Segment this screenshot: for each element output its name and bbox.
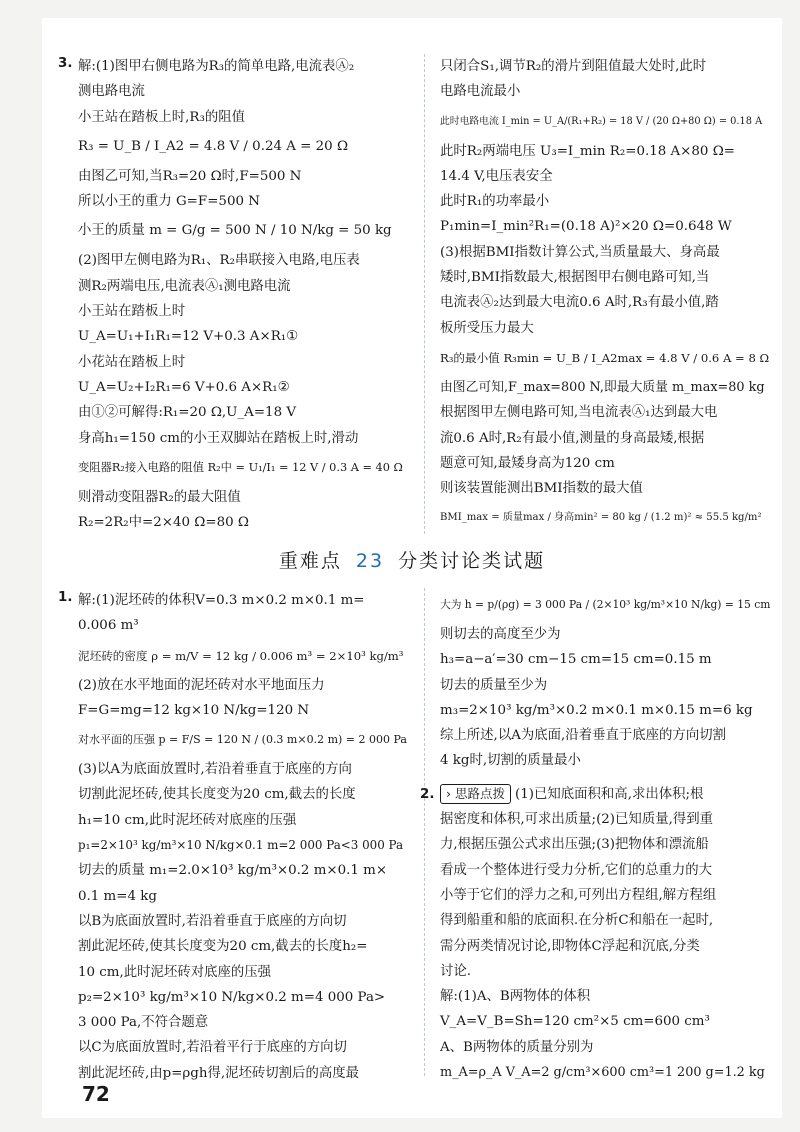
text-line: 得到船重和船的底面积.在分析C和船在一起时, [440, 913, 714, 929]
text-line: 只闭合S₁,调节R₂的滑片到阻值最大处时,此时 [440, 59, 707, 74]
formula-line: 小王的质量 m = G/g = 500 N / 10 N/kg = 50 kg [78, 223, 392, 239]
tip-badge [440, 784, 511, 804]
text-line: 则该装置能测出BMI指数的最大值 [440, 481, 643, 497]
text-line: 则切去的高度至少为 [440, 627, 561, 642]
q1-left-column [58, 588, 408, 1086]
formula-line: 大为 h = p/(ρg) = 3 000 Pa / (2×10³ kg/m³×10 N/kg) = 15 cm [440, 598, 771, 611]
column-divider [424, 588, 425, 1076]
formula-line: p₁=2×10³ kg/m³×10 N/kg×0.1 m=2 000 Pa<3 000 Pa [78, 838, 404, 853]
text-line: 小王站在踏板上时,R₃的阻值 [78, 109, 246, 125]
section-number: 23 [355, 550, 385, 572]
text-line: 此时R₁的功率最小 [440, 194, 550, 210]
formula-line: R₃ = U_B / I_A2 = 4.8 V / 0.24 A = 20 Ω [78, 138, 349, 154]
formula-line: F=G=mg=12 kg×10 N/kg=120 N [78, 702, 310, 718]
text-line: (2)放在水平地面的泥坯砖对水平地面压力 [78, 677, 325, 693]
text-line: (3)根据BMI指数计算公式,当质量最大、身高最 [440, 244, 720, 260]
text-line: 14.4 V,电压表安全 [440, 168, 553, 184]
text-line: 身高h₁=150 cm的小王双脚站在踏板上时,滑动 [78, 430, 359, 446]
formula-line: m_A=ρ_A V_A=2 g/cm³×600 cm³=1 200 g=1.2 kg [440, 1065, 765, 1081]
text-line: 切割此泥坯砖,使其长度变为20 cm,截去的长度 [78, 787, 356, 803]
text-line: 讨论. [440, 963, 472, 979]
chevron-right-icon: › [446, 785, 451, 801]
text-line: h₁=10 cm,此时泥坯砖对底座的压强 [78, 812, 297, 828]
question-number: 1. [58, 590, 73, 605]
text-line: 10 cm,此时泥坯砖对底座的压强 [78, 964, 272, 980]
formula-line: h₃=a−a′=30 cm−15 cm=15 cm=0.15 m [440, 652, 712, 668]
text-line: 据密度和体积,可求出质量;(2)已知质量,得到重 [440, 812, 714, 828]
text-line: 切去的质量至少为 [440, 677, 548, 693]
formula-line: V_A=V_B=Sh=120 cm²×5 cm=600 cm³ [440, 1014, 710, 1030]
text-line: 解:(1)A、B两物体的体积 [440, 989, 591, 1005]
section-heading [42, 546, 782, 573]
page-number: 72 [82, 1082, 110, 1106]
text-line: (2)图甲左侧电路为R₁、R₂串联接入电路,电压表 [78, 253, 360, 269]
question-number: 2. [420, 786, 435, 802]
text-line: (3)以A为底面放置时,若沿着垂直于底座的方向 [78, 762, 352, 778]
text-line: 0.006 m³ [78, 618, 139, 634]
text-line: 需分两类情况讨论,即物体C浮起和沉底,分类 [440, 938, 700, 954]
text-line: 小等于它们的浮力之和,可列出方程组,解方程组 [440, 887, 717, 903]
text-line: 板所受压力最大 [440, 320, 534, 336]
text-line: 以B为底面放置时,若沿着垂直于底座的方向切 [78, 913, 347, 929]
text-line: 割此泥坯砖,使其长度变为20 cm,截去的长度h₂= [78, 939, 368, 955]
text-line: 电流表Ⓐ₂达到最大电流0.6 A时,R₃有最小值,踏 [440, 295, 719, 311]
text-line: 3 000 Pa,不符合题意 [78, 1015, 209, 1031]
text-line: 测R₂两端电压,电流表Ⓐ₁测电路电流 [78, 278, 291, 294]
text-line: 所以小王的重力 G=F=500 N [78, 194, 260, 210]
text-line: 矮时,BMI指数最大,根据图甲右侧电路可知,当 [440, 270, 710, 286]
formula-line: 对水平面的压强 p = F/S = 120 N / (0.3 m×0.2 m) = 2 000 Pa [78, 733, 407, 747]
section-prefix: 重难点 [278, 550, 342, 572]
text-line: 流0.6 A时,R₂有最小值,测量的身高最矮,根据 [440, 430, 705, 446]
text-line: 小花站在踏板上时 [78, 354, 186, 370]
text-line: 此时R₂两端电压 U₃=I_min R₂=0.18 A×80 Ω= [440, 143, 736, 159]
text-line: 由图乙可知,当R₃=20 Ω时,F=500 N [78, 168, 302, 184]
formula-line: BMI_max = 质量max / 身高min² = 80 kg / (1.2 m)² ≈ 55.5 kg/m² [440, 512, 762, 524]
text-line: A、B两物体的质量分别为 [440, 1039, 594, 1055]
q3-left-column [58, 54, 408, 535]
text-line: 根据图甲左侧电路可知,当电流表Ⓐ₁达到最大电 [440, 405, 718, 421]
text-line: 解:(1)图甲右侧电路为R₃的简单电路,电流表Ⓐ₂ [78, 59, 355, 74]
text-line: 以C为底面放置时,若沿着平行于底座的方向切 [78, 1040, 347, 1056]
text-line: 题意可知,最矮身高为120 cm [440, 455, 615, 471]
text-line: 测电路电流 [78, 84, 145, 100]
formula-line: 此时电路电流 I_min = U_A/(R₁+R₂) = 18 V / (20 Ω+80 Ω) = 0.18 A [440, 115, 763, 127]
text-line: 0.1 m=4 kg [78, 888, 157, 904]
question-number: 3. [58, 56, 73, 71]
formula-line: U_A=U₁+I₁R₁=12 V+0.3 A×R₁① [78, 329, 299, 345]
text-line: 电路电流最小 [440, 84, 521, 100]
text-line: 力,根据压强公式求出压强;(3)把物体和漂流船 [440, 837, 709, 853]
formula-line: m₃=2×10³ kg/m³×0.2 m×0.1 m×0.15 m=6 kg [440, 702, 753, 718]
formula-line: P₁min=I_min²R₁=(0.18 A)²×20 Ω=0.648 W [440, 219, 732, 235]
text-line: 由图乙可知,F_max=800 N,即最大质量 m_max=80 kg [440, 379, 765, 395]
text-line: 小王站在踏板上时 [78, 304, 186, 320]
formula-line: U_A=U₂+I₂R₁=6 V+0.6 A×R₁② [78, 379, 290, 395]
text-line: 看成一个整体进行受力分析,它们的总重力的大 [440, 862, 713, 878]
text-line: 则滑动变阻器R₂的最大阻值 [78, 489, 241, 505]
column-divider [424, 54, 425, 534]
tip-label: 思路点拨 [454, 785, 505, 801]
section-title: 分类讨论类试题 [398, 550, 546, 572]
text-line: 解:(1)泥坯砖的体积V=0.3 m×0.2 m×0.1 m= [78, 593, 365, 608]
text-line: 由①②可解得:R₁=20 Ω,U_A=18 V [78, 405, 297, 421]
formula-line: p₂=2×10³ kg/m³×10 N/kg×0.2 m=4 000 Pa> [78, 989, 386, 1005]
text-line: 割此泥坯砖,由p=ρgh得,泥坯砖切割后的高度最 [78, 1065, 360, 1081]
formula-line: R₂=2R₂中=2×40 Ω=80 Ω [78, 515, 250, 531]
formula-line: 切去的质量 m₁=2.0×10³ kg/m³×0.2 m×0.1 m× [78, 863, 388, 879]
formula-line: 变阻器R₂接入电路的阻值 R₂中 = U₁/I₁ = 12 V / 0.3 A = 40 Ω [78, 460, 403, 474]
formula-line: 泥坯砖的密度 ρ = m/V = 12 kg / 0.006 m³ = 2×10³ kg/m³ [78, 648, 404, 663]
text-line: (1)已知底面积和高,求出体积;根 [515, 786, 704, 802]
q2-first-line [420, 782, 770, 807]
q3-right-column [440, 54, 770, 535]
formula-line: R₃的最小值 R₃min = U_B / I_A2max = 4.8 V / 0.6 A = 8 Ω [440, 350, 770, 365]
text-line: 综上所述,以A为底面,沿着垂直于底座的方向切割 [440, 728, 726, 744]
text-line: 4 kg时,切割的质量最小 [440, 753, 581, 769]
q1-right-column [420, 588, 771, 1085]
